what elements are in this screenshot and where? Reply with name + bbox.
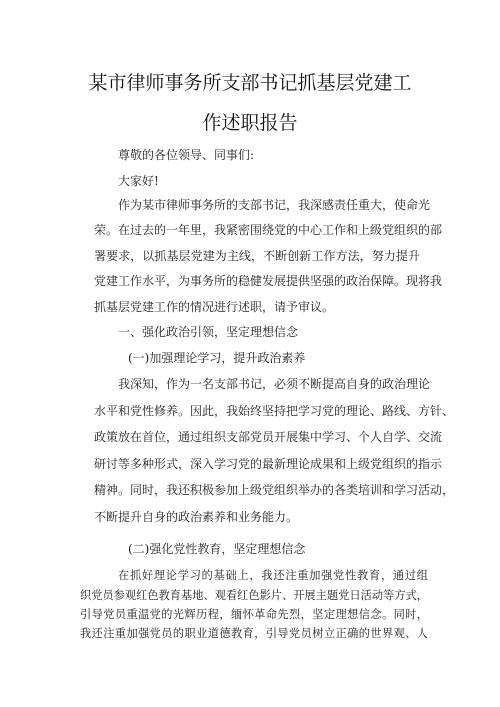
document-title-line-1: 某市律师事务所支部书记抓基层党建工 [88, 72, 412, 94]
intro-line: 荣。在过去的一年里，我紧密围绕党的中心工作和上级党组织的部 [94, 223, 443, 237]
paragraph-line: 精神。同时，我还积极参加上级党组织举办的各类培训和学习活动， [94, 483, 455, 497]
paragraph-line: 我还注重加强党员的职业道德教育，引导党员树立正确的世界观、人 [80, 627, 428, 640]
subsection-2-heading: (二)强化党性教育，坚定理想信念 [128, 542, 306, 556]
intro-line: 抓基层党建工作的情况进行述职，请予审议。 [94, 300, 335, 314]
paragraph-line: 水平和党性修养。因此，我始终坚持把学习党的理论、路线、方针、 [94, 404, 455, 418]
intro-line: 党建工作水平，为事务所的稳健发展提供坚强的政治保障。现将我 [94, 274, 443, 288]
paragraph-line: 引导党员重温党的光辉历程，缅怀革命先烈，坚定理想信念。同时， [80, 608, 428, 621]
document-title-line-2: 作述职报告 [202, 112, 298, 134]
paragraph-line: 研讨等多种形式，深入学习党的最新理论成果和上级党组织的指示 [94, 457, 443, 471]
paragraph-line: 在抓好理论学习的基础上，我还注重加强党性教育，通过组 [118, 569, 428, 582]
intro-line: 署要求，以抓基层党建为主线，不断创新工作方法，努力提升 [94, 249, 420, 263]
intro-line: 作为某市律师事务所的支部书记，我深感责任重大，使命光 [118, 198, 431, 212]
greeting: 大家好! [118, 174, 159, 188]
salutation: 尊敬的各位领导、同事们: [118, 148, 255, 162]
subsection-1-heading: (一)加强理论学习，提升政治素养 [128, 351, 306, 365]
paragraph-line: 我深知，作为一名支部书记，必须不断提高自身的政治理论 [118, 377, 431, 391]
paragraph-line: 政策放在首位，通过组织支部党员开展集中学习、个人自学、交流 [94, 430, 443, 444]
paragraph-line: 织党员参观红色教育基地、观看红色影片、开展主题党日活动等方式， [80, 589, 428, 602]
paragraph-line: 不断提升自身的政治素养和业务能力。 [94, 510, 299, 524]
section-1-heading: 一、强化政治引领，坚定理想信念 [118, 325, 299, 339]
